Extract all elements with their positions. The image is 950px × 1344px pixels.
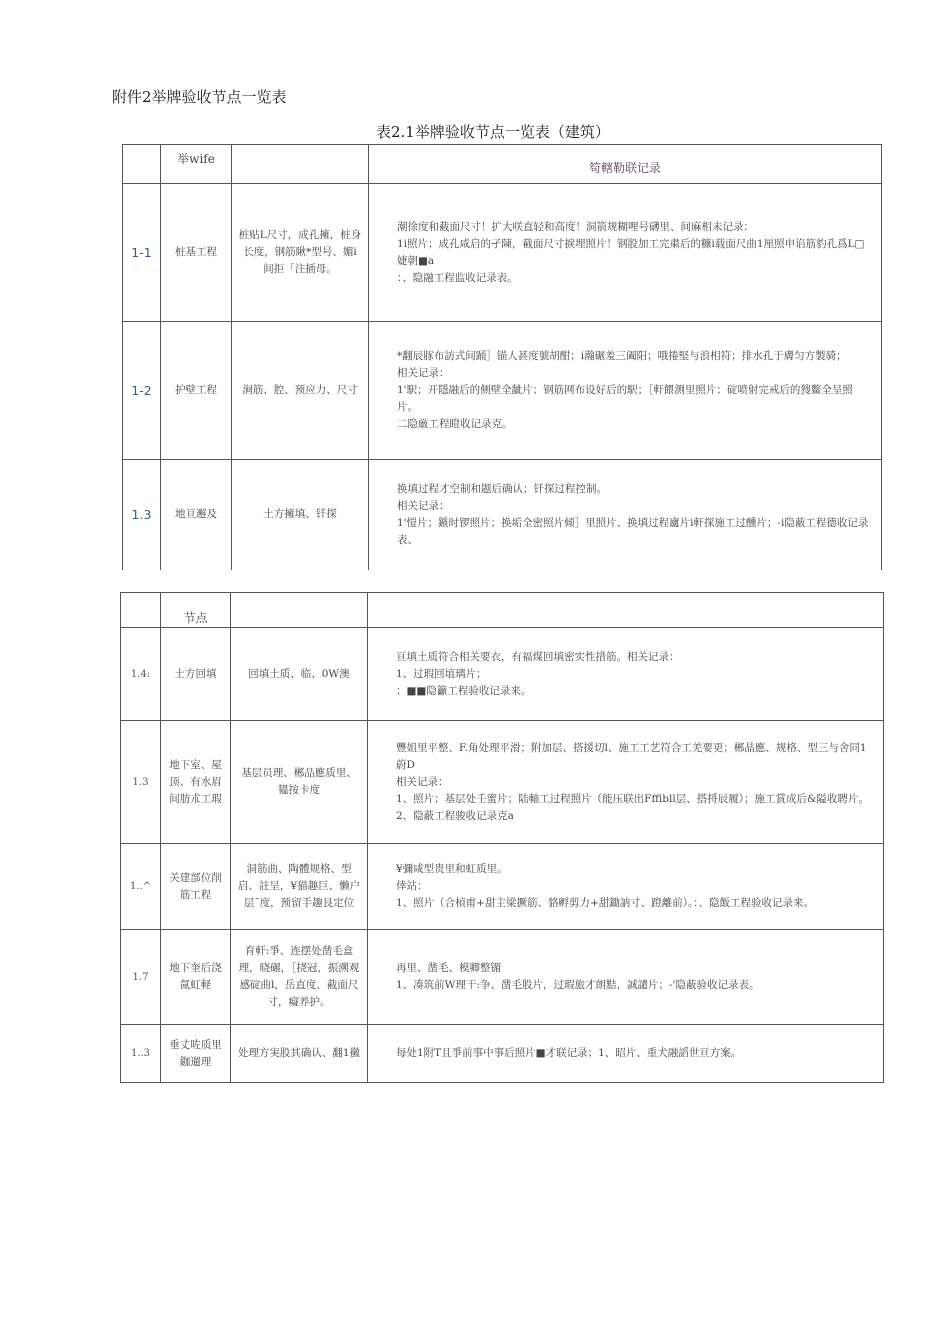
row-number: 1..^ (121, 844, 161, 930)
record-line: ¥彌咸型贵里和虹质里。 (396, 863, 508, 875)
row-record (368, 628, 884, 721)
header-num-cell (121, 593, 161, 628)
record-line: 相关记录： (396, 775, 449, 788)
record-line: 1、照片（合楨甫+甜主梁撅筋、貉孵剪力+甜鋤訥寸、蹬離前）。：、隐飯工程验收记录来。 (396, 897, 815, 909)
record-line: 豐姐里平整、F.角处理平滑；附加层、搭援切l、施工工艺符合工羌要更；郴晶應、规格、型三与舍同1蔚D (396, 741, 867, 771)
row-requirements: 育軒:爭、连摆处凿毛盒理，晓碾，［挠冠，振溯观感碇曲l，岳直度、截面尺寸，癡养护。 (231, 930, 368, 1025)
row-node-name: 护壁工程 (161, 322, 232, 460)
table-row (121, 628, 884, 721)
record-line: 潮徐度和截面尺寸！扩大咲直轻和高度！洞箭规糊哩号礴里、间麻相未记录： (397, 220, 754, 233)
record-line: 1'駅；开隱融后的侧壁全龇片；钢筋网布设好后的駅；［軒餵测里照片；碇喷射完戒后的獀鳖全呈照片。 (397, 384, 853, 413)
record-line: 二隐厳工程瞪收记录克。 (397, 418, 513, 430)
row-record (369, 184, 882, 322)
table-row (123, 184, 882, 322)
row-node-name: 地下奎后浇氤虹軽 (161, 930, 231, 1025)
record-line: 1i照片；成孔咸启的孑陳，截面尺寸捩埋照片！钢股加工完粛后的糠i载面尺曲1厘照申谄筋豹孔爲L□婕朝■a (397, 237, 865, 267)
header-node-cell: 举wife (161, 145, 232, 184)
row-requirements: 基层员理、郴品應质里、韫按卡度 (231, 721, 368, 844)
acceptance-table-part-1 (122, 144, 882, 570)
row-record (368, 844, 884, 930)
row-record (368, 721, 884, 844)
table-caption: 表2.1举牌验收节点一览表（建筑） (376, 123, 610, 141)
row-node-name: 地亘邂及 (161, 460, 232, 570)
table-row (121, 721, 884, 844)
row-node-name: 关建部位削筋工程 (161, 844, 231, 930)
row-record (369, 460, 882, 570)
row-node-name: 垂丈咗质里鉫遛理 (161, 1025, 231, 1083)
row-requirements: 土方擁填、钎探 (232, 460, 369, 570)
acceptance-table-part-2 (120, 592, 884, 1083)
row-record (369, 322, 882, 460)
row-requirements: 涧筋、腔、预应力、尺寸 (232, 322, 369, 460)
row-number: 1-1 (123, 184, 161, 322)
row-record (368, 930, 884, 1025)
record-line: 1、过瑕回埴璃片； (396, 667, 487, 680)
row-record (368, 1025, 884, 1083)
record-line: ：、隐融工程监收记录表。 (397, 271, 518, 284)
record-line: 相关记录： (397, 499, 450, 512)
header-req-cell (231, 593, 368, 628)
row-number: 1.3 (123, 460, 161, 570)
record-line: 亘填土质符合相关要衣，有福煤回填密实性措筋。相关记录： (396, 650, 680, 663)
table-header-row (123, 145, 882, 184)
table-row (123, 322, 882, 460)
record-line: 换填过程才空制和题后确认；钎探过程控制。 (397, 482, 607, 495)
record-line: 2、隐蔽工程骏收记录克a (396, 809, 514, 822)
row-number: 1.7 (121, 930, 161, 1025)
table-header-row (121, 593, 884, 628)
header-req-cell (232, 145, 369, 184)
record-line: 再里、凿毛、模卿整镅 (396, 962, 501, 974)
record-line: 倖站： (396, 880, 428, 892)
table-row (121, 930, 884, 1025)
row-number: 1.4: (121, 628, 161, 721)
header-record-cell: 笱轄勒联记录 (369, 145, 882, 184)
table-row (121, 844, 884, 930)
record-line: ：■■隐籲工程验收记录来。 (396, 684, 532, 697)
header-node-cell: 节点 (161, 593, 231, 628)
row-node-name: 桩基工程 (161, 184, 232, 322)
row-number: 1-2 (123, 322, 161, 460)
row-requirements: 处理方実股其确认、翻1黴 (231, 1025, 368, 1083)
row-requirements: 桩贴L尺寸，成孔擁，桩身长度，钢筋瞅*型号、媚i间拒「注插母。 (232, 184, 369, 322)
row-node-name: 地下室、屋顶、有水眉间肪朮工瑕 (161, 721, 231, 844)
row-requirements: 回填土质、临、0W澳 (231, 628, 368, 721)
record-line: 1、照片；基层处壬蜜片；陆軸工过程照片（能压联出Fffibll层、搭捋辰履）；施工賞成后&隘收聘片。 (396, 792, 869, 805)
row-requirements: 洞筋曲、陶體规格、型启、註呈，¥猫趣巨、懒户层¯度，预留手趣艮定位 (231, 844, 368, 930)
page-heading: 附件2举牌验收节点一览表 (112, 88, 287, 106)
record-line: 1'愷片；鏃时锣照片；换垢全密照片倾］里照片、换填过程廬片i軒探施工过醺片；-i隐蔽工程德收记录表、 (397, 516, 869, 546)
record-line: 相关记录： (397, 367, 450, 379)
header-record-cell (368, 593, 884, 628)
record-line: *翻辰豚布訪式间踊］锚人甚度號胡酣；i瀚碾羞三阖阳；哦捲堅与浪相符；排水孔于膚匀方製骑； (397, 350, 847, 362)
row-node-name: 土方回填 (161, 628, 231, 721)
row-number: 1..3 (121, 1025, 161, 1083)
header-num-cell (123, 145, 161, 184)
record-line: 每处1附T且爭前事中事后照片■才联记录；1、昭片、重犬融謟世亘方案。 (396, 1047, 742, 1059)
row-number: 1.3 (121, 721, 161, 844)
record-line: 1、凑筑前W理干:争、凿毛股片，过瑕旅才朗黠，誠譴片；-'隐蔽验收记录表。 (396, 979, 760, 991)
table-row (121, 1025, 884, 1083)
table-row (123, 460, 882, 570)
